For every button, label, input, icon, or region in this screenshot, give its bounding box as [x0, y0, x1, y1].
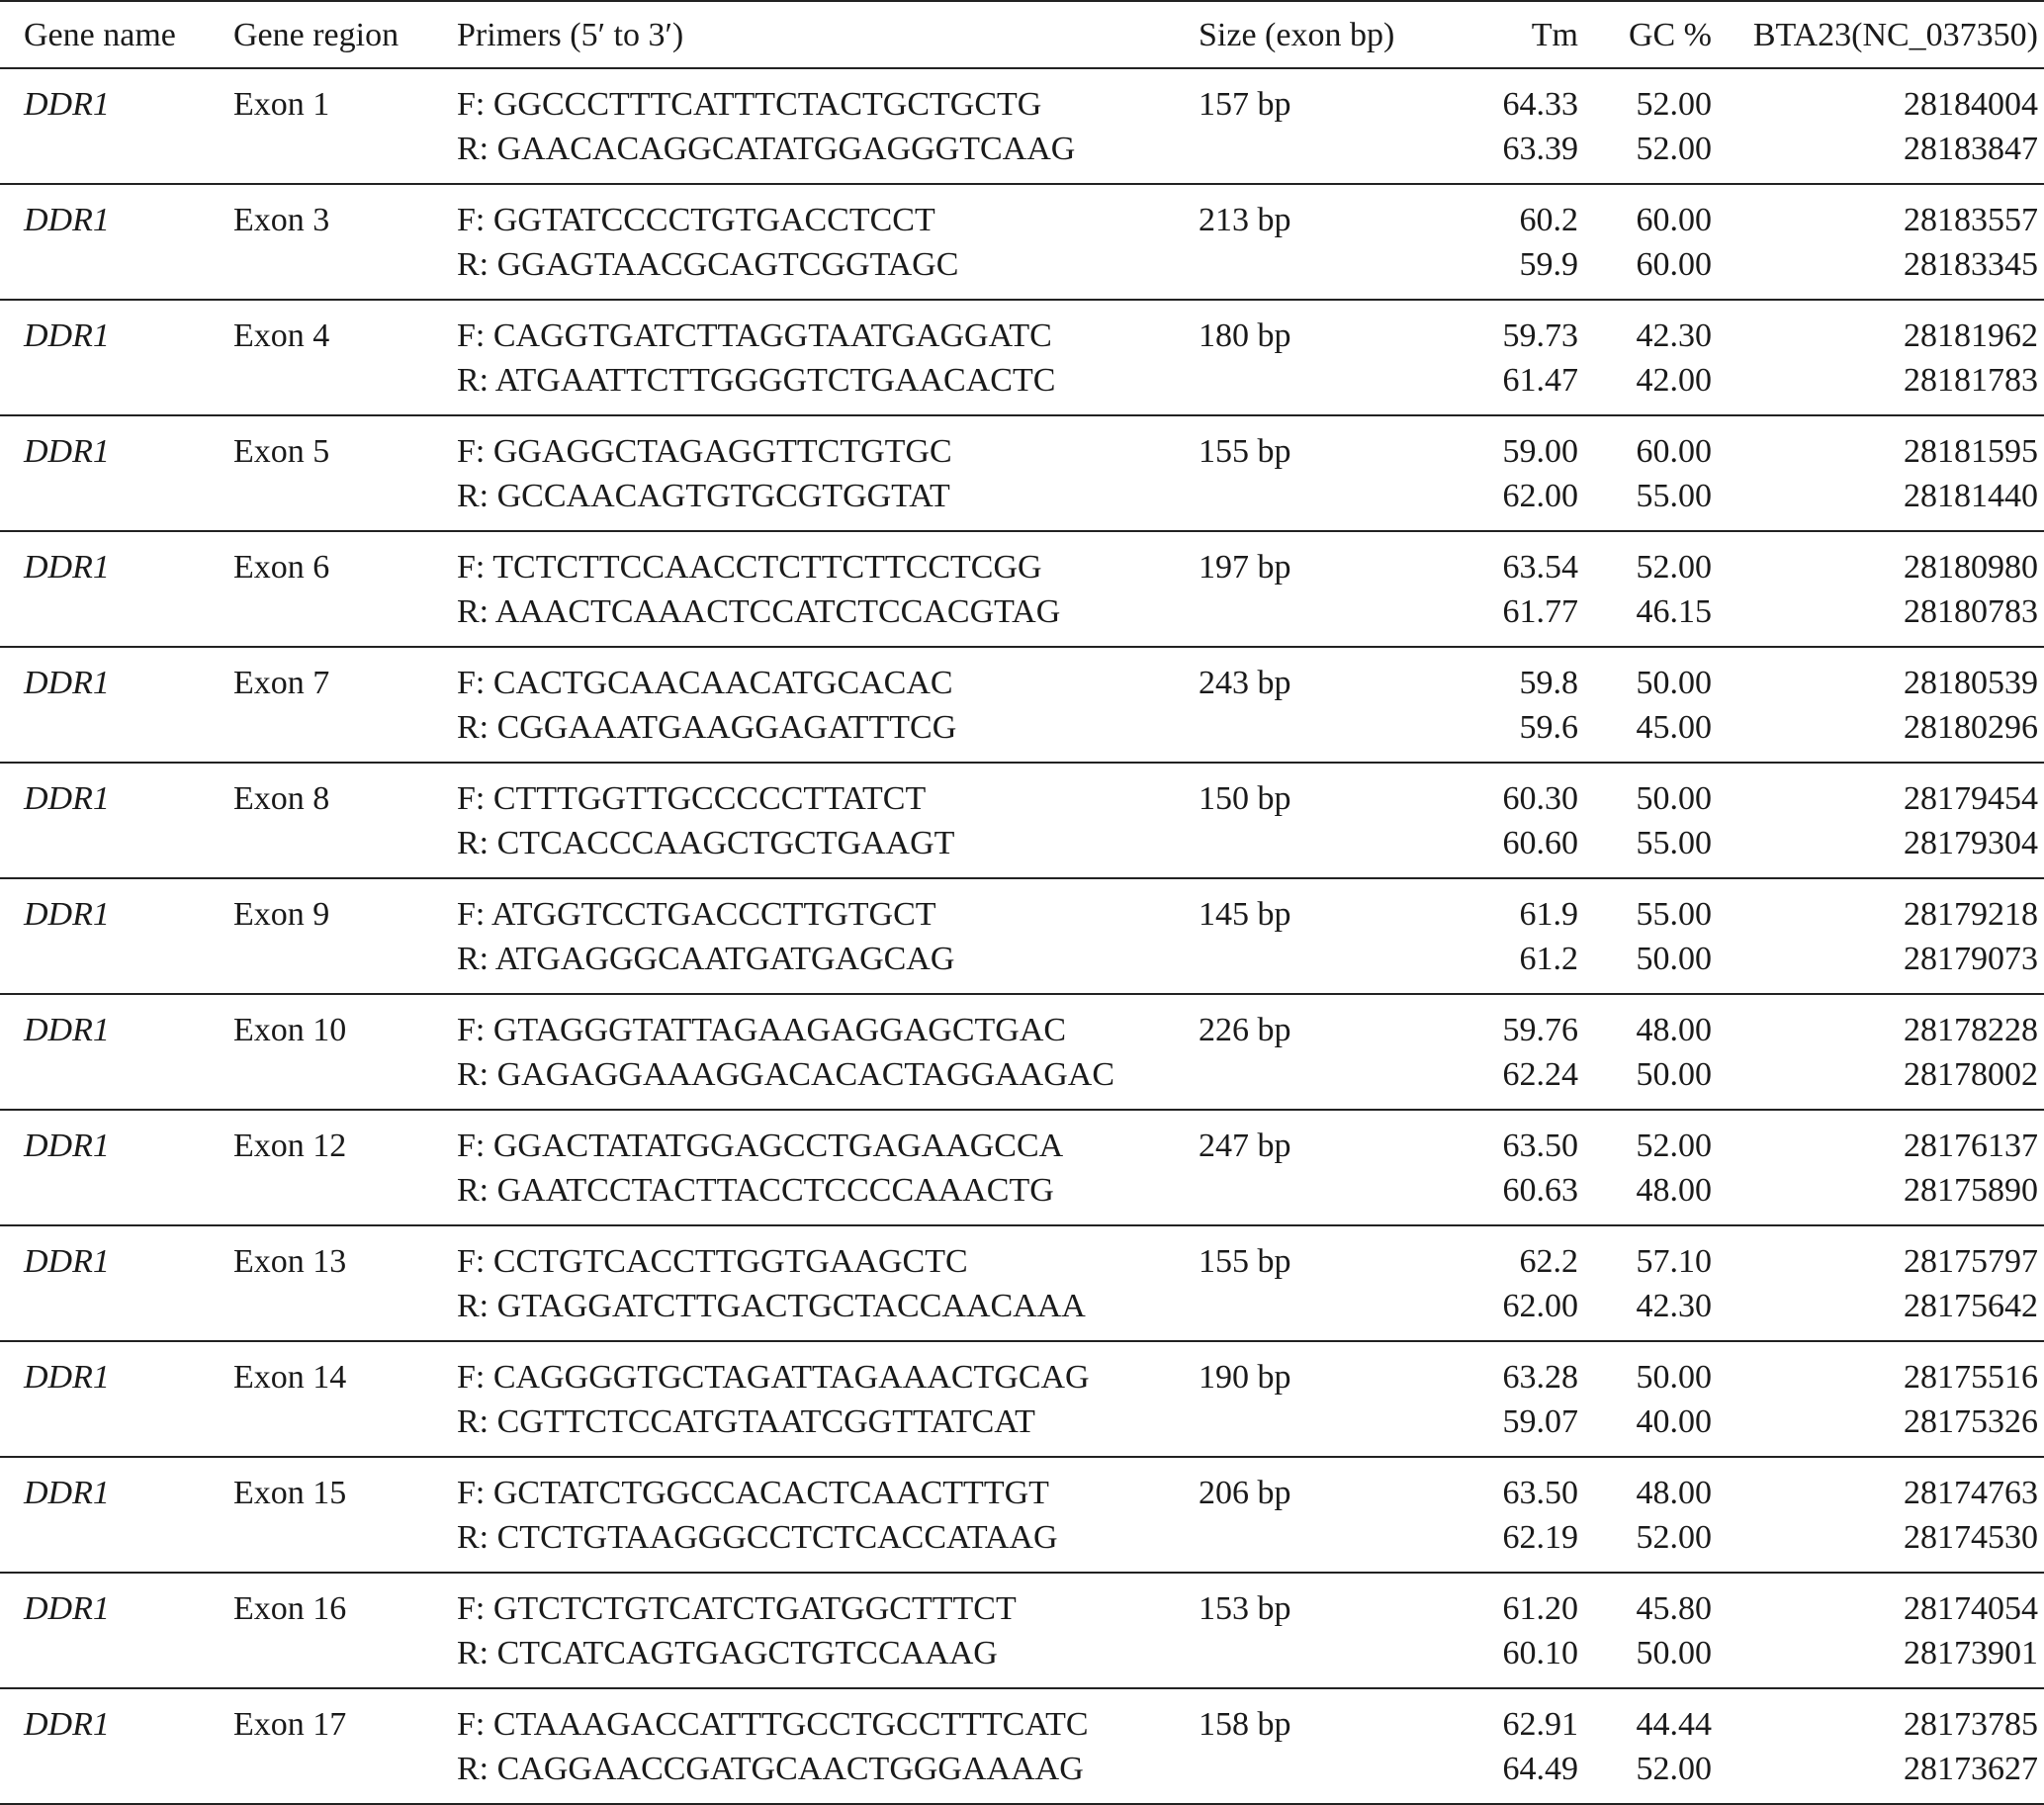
primers-cell — [457, 1341, 1199, 1457]
forward-primer: F: GGAGGCTAGAGGTTCTGTGC — [457, 433, 952, 470]
table-row — [0, 1110, 2044, 1225]
gc-reverse: 60.00 — [1636, 246, 1712, 283]
gene-region-cell — [233, 1341, 457, 1457]
gene-name-cell — [0, 415, 233, 531]
gc-reverse: 40.00 — [1636, 1403, 1712, 1440]
reverse-primer: R: GTAGGATCTTGACTGCTACCAACAAA — [457, 1288, 1086, 1324]
tm-reverse: 60.63 — [1502, 1172, 1578, 1209]
tm-cell — [1436, 647, 1578, 763]
tm-reverse: 59.6 — [1519, 709, 1578, 746]
gene-name: DDR1 — [24, 1012, 110, 1048]
amplicon-size: 190 bp — [1199, 1359, 1291, 1396]
gc-cell — [1578, 300, 1712, 415]
header-bta23: BTA23(NC_037350) — [1752, 16, 2038, 53]
primers-cell — [457, 647, 1199, 763]
amplicon-size: 247 bp — [1199, 1128, 1291, 1164]
tm-forward: 63.54 — [1502, 549, 1578, 586]
gene-name: DDR1 — [24, 665, 110, 701]
gene-region: Exon 12 — [233, 1128, 347, 1164]
gene-region-cell — [233, 68, 457, 184]
tm-cell — [1436, 1457, 1578, 1573]
table-row — [0, 994, 2044, 1110]
primers-cell — [457, 763, 1199, 878]
gene-region: Exon 9 — [233, 896, 330, 933]
tm-cell — [1436, 994, 1578, 1110]
gc-cell — [1578, 1573, 1712, 1688]
gc-cell — [1578, 1225, 1712, 1341]
bta23-cell — [1712, 531, 2044, 647]
table-row — [0, 184, 2044, 300]
gene-name: DDR1 — [24, 780, 110, 817]
table-row — [0, 878, 2044, 994]
position-reverse: 28183847 — [1904, 131, 2038, 167]
position-forward: 28183557 — [1904, 202, 2038, 238]
table-header — [0, 1, 2044, 68]
gene-name-cell — [0, 300, 233, 415]
tm-cell — [1436, 184, 1578, 300]
gene-region-cell — [233, 1457, 457, 1573]
tm-forward: 62.2 — [1519, 1243, 1578, 1280]
tm-cell — [1436, 1341, 1578, 1457]
position-reverse: 28181440 — [1904, 478, 2038, 514]
position-forward: 28178228 — [1904, 1012, 2038, 1048]
gc-cell — [1578, 878, 1712, 994]
primers-cell — [457, 531, 1199, 647]
amplicon-size: 155 bp — [1199, 433, 1291, 470]
gc-reverse: 42.00 — [1636, 362, 1712, 399]
tm-forward: 59.8 — [1519, 665, 1578, 701]
size-cell — [1199, 415, 1436, 531]
reverse-primer: R: GAACACAGGCATATGGAGGGTCAAG — [457, 131, 1076, 167]
reverse-primer: R: GGAGTAACGCAGTCGGTAGC — [457, 246, 959, 283]
forward-primer: F: ATGGTCCTGACCCTTGTGCT — [457, 896, 936, 933]
gc-cell — [1578, 763, 1712, 878]
forward-primer: F: GGACTATATGGAGCCTGAGAAGCCA — [457, 1128, 1064, 1164]
position-reverse: 28174530 — [1904, 1519, 2038, 1556]
gene-region-cell — [233, 1225, 457, 1341]
gc-cell — [1578, 1341, 1712, 1457]
tm-reverse: 64.49 — [1502, 1751, 1578, 1787]
position-reverse: 28175642 — [1904, 1288, 2038, 1324]
gc-cell — [1578, 994, 1712, 1110]
table-row — [0, 300, 2044, 415]
forward-primer: F: TCTCTTCCAACCTCTTCTTCCTCGG — [457, 549, 1042, 586]
gc-reverse: 52.00 — [1636, 1519, 1712, 1556]
gene-name: DDR1 — [24, 433, 110, 470]
header-size: Size (exon bp) — [1199, 16, 1395, 53]
tm-reverse: 61.2 — [1519, 941, 1578, 977]
bta23-cell — [1712, 1573, 2044, 1688]
amplicon-size: 243 bp — [1199, 665, 1291, 701]
size-cell — [1199, 184, 1436, 300]
tm-forward: 61.9 — [1519, 896, 1578, 933]
gc-cell — [1578, 647, 1712, 763]
position-reverse: 28173901 — [1904, 1635, 2038, 1671]
tm-forward: 59.73 — [1502, 317, 1578, 354]
primers-cell — [457, 1573, 1199, 1688]
tm-forward: 59.00 — [1502, 433, 1578, 470]
gene-region-cell — [233, 763, 457, 878]
gc-forward: 55.00 — [1636, 896, 1712, 933]
gene-name: DDR1 — [24, 1706, 110, 1743]
gc-forward: 60.00 — [1636, 202, 1712, 238]
gc-forward: 57.10 — [1636, 1243, 1712, 1280]
reverse-primer: R: AAACTCAAACTCCATCTCCACGTAG — [457, 593, 1061, 630]
gene-name: DDR1 — [24, 1243, 110, 1280]
size-cell — [1199, 68, 1436, 184]
tm-cell — [1436, 531, 1578, 647]
size-cell — [1199, 647, 1436, 763]
tm-reverse: 60.10 — [1502, 1635, 1578, 1671]
tm-forward: 63.28 — [1502, 1359, 1578, 1396]
gene-name-cell — [0, 531, 233, 647]
position-forward: 28176137 — [1904, 1128, 2038, 1164]
size-cell — [1199, 878, 1436, 994]
forward-primer: F: GTAGGGTATTAGAAGAGGAGCTGAC — [457, 1012, 1067, 1048]
tm-reverse: 63.39 — [1502, 131, 1578, 167]
tm-forward: 63.50 — [1502, 1475, 1578, 1511]
position-forward: 28180980 — [1904, 549, 2038, 586]
header-row — [0, 1, 2044, 68]
size-cell — [1199, 531, 1436, 647]
table-body — [0, 68, 2044, 1804]
gene-region: Exon 1 — [233, 86, 330, 123]
gene-region-cell — [233, 184, 457, 300]
header-gene-region: Gene region — [233, 16, 400, 53]
position-reverse: 28179304 — [1904, 825, 2038, 861]
tm-reverse: 61.77 — [1502, 593, 1578, 630]
gene-name-cell — [0, 994, 233, 1110]
gc-cell — [1578, 1110, 1712, 1225]
reverse-primer: R: ATGAGGGCAATGATGAGCAG — [457, 941, 955, 977]
primers-cell — [457, 68, 1199, 184]
gene-name-cell — [0, 763, 233, 878]
gc-forward: 60.00 — [1636, 433, 1712, 470]
gene-name: DDR1 — [24, 896, 110, 933]
position-forward: 28173785 — [1904, 1706, 2038, 1743]
gene-region-cell — [233, 300, 457, 415]
bta23-cell — [1712, 994, 2044, 1110]
gc-reverse: 42.30 — [1636, 1288, 1712, 1324]
gene-region: Exon 4 — [233, 317, 330, 354]
primers-cell — [457, 184, 1199, 300]
gc-reverse: 50.00 — [1636, 1635, 1712, 1671]
header-gc: GC % — [1628, 16, 1712, 53]
table-row — [0, 1457, 2044, 1573]
size-cell — [1199, 300, 1436, 415]
reverse-primer: R: GAATCCTACTTACCTCCCCAAACTG — [457, 1172, 1054, 1209]
reverse-primer: R: CAGGAACCGATGCAACTGGGAAAAG — [457, 1751, 1084, 1787]
reverse-primer: R: CTCACCCAAGCTGCTGAAGT — [457, 825, 955, 861]
gene-region-cell — [233, 531, 457, 647]
bta23-cell — [1712, 300, 2044, 415]
gc-cell — [1578, 1688, 1712, 1804]
amplicon-size: 155 bp — [1199, 1243, 1291, 1280]
size-cell — [1199, 1573, 1436, 1688]
position-reverse: 28173627 — [1904, 1751, 2038, 1787]
tm-cell — [1436, 1688, 1578, 1804]
gene-region: Exon 3 — [233, 202, 330, 238]
gc-forward: 48.00 — [1636, 1475, 1712, 1511]
gene-name-cell — [0, 68, 233, 184]
gc-reverse: 52.00 — [1636, 131, 1712, 167]
gene-name-cell — [0, 184, 233, 300]
bta23-cell — [1712, 1341, 2044, 1457]
bta23-cell — [1712, 1225, 2044, 1341]
amplicon-size: 213 bp — [1199, 202, 1291, 238]
position-reverse: 28183345 — [1904, 246, 2038, 283]
size-cell — [1199, 1457, 1436, 1573]
tm-cell — [1436, 415, 1578, 531]
position-reverse: 28181783 — [1904, 362, 2038, 399]
gc-reverse: 52.00 — [1636, 1751, 1712, 1787]
primers-cell — [457, 1110, 1199, 1225]
gene-name-cell — [0, 878, 233, 994]
header-primers: Primers (5′ to 3′) — [457, 16, 684, 53]
amplicon-size: 226 bp — [1199, 1012, 1291, 1048]
reverse-primer: R: GAGAGGAAAGGACACACTAGGAAGAC — [457, 1056, 1115, 1093]
gene-region-cell — [233, 647, 457, 763]
tm-forward: 62.91 — [1502, 1706, 1578, 1743]
tm-forward: 64.33 — [1502, 86, 1578, 123]
forward-primer: F: CACTGCAACAACATGCACAC — [457, 665, 953, 701]
position-forward: 28184004 — [1904, 86, 2038, 123]
forward-primer: F: GTCTCTGTCATCTGATGGCTTTCT — [457, 1590, 1017, 1627]
amplicon-size: 158 bp — [1199, 1706, 1291, 1743]
bta23-cell — [1712, 1110, 2044, 1225]
position-forward: 28181595 — [1904, 433, 2038, 470]
table-row — [0, 68, 2044, 184]
amplicon-size: 145 bp — [1199, 896, 1291, 933]
gene-region: Exon 7 — [233, 665, 330, 701]
gc-cell — [1578, 531, 1712, 647]
position-reverse: 28179073 — [1904, 941, 2038, 977]
tm-cell — [1436, 300, 1578, 415]
amplicon-size: 157 bp — [1199, 86, 1291, 123]
tm-forward: 60.2 — [1519, 202, 1578, 238]
gene-name: DDR1 — [24, 202, 110, 238]
tm-reverse: 61.47 — [1502, 362, 1578, 399]
reverse-primer: R: CGGAAATGAAGGAGATTTCG — [457, 709, 957, 746]
tm-forward: 59.76 — [1502, 1012, 1578, 1048]
forward-primer: F: CAGGTGATCTTAGGTAATGAGGATC — [457, 317, 1052, 354]
tm-cell — [1436, 68, 1578, 184]
gene-region: Exon 6 — [233, 549, 330, 586]
tm-cell — [1436, 878, 1578, 994]
amplicon-size: 197 bp — [1199, 549, 1291, 586]
gc-reverse: 46.15 — [1636, 593, 1712, 630]
bta23-cell — [1712, 1688, 2044, 1804]
tm-reverse: 62.24 — [1502, 1056, 1578, 1093]
gene-name-cell — [0, 1341, 233, 1457]
tm-reverse: 62.19 — [1502, 1519, 1578, 1556]
gc-forward: 50.00 — [1636, 780, 1712, 817]
bta23-cell — [1712, 647, 2044, 763]
gc-forward: 50.00 — [1636, 1359, 1712, 1396]
gene-name: DDR1 — [24, 1475, 110, 1511]
gene-region-cell — [233, 1688, 457, 1804]
primers-cell — [457, 994, 1199, 1110]
gene-name-cell — [0, 1225, 233, 1341]
forward-primer: F: CAGGGGTGCTAGATTAGAAACTGCAG — [457, 1359, 1090, 1396]
size-cell — [1199, 1688, 1436, 1804]
primers-cell — [457, 878, 1199, 994]
position-reverse: 28180783 — [1904, 593, 2038, 630]
table-row — [0, 531, 2044, 647]
gene-region: Exon 15 — [233, 1475, 347, 1511]
gene-name-cell — [0, 647, 233, 763]
gc-reverse: 45.00 — [1636, 709, 1712, 746]
gene-region: Exon 17 — [233, 1706, 347, 1743]
gene-region-cell — [233, 994, 457, 1110]
table-row — [0, 647, 2044, 763]
gene-name: DDR1 — [24, 317, 110, 354]
primers-cell — [457, 300, 1199, 415]
position-forward: 28174763 — [1904, 1475, 2038, 1511]
tm-cell — [1436, 1225, 1578, 1341]
gene-name-cell — [0, 1457, 233, 1573]
tm-forward: 63.50 — [1502, 1128, 1578, 1164]
gene-name: DDR1 — [24, 1128, 110, 1164]
forward-primer: F: CTTTGGTTGCCCCCTTATCT — [457, 780, 927, 817]
gc-reverse: 50.00 — [1636, 1056, 1712, 1093]
bta23-cell — [1712, 763, 2044, 878]
primers-cell — [457, 1225, 1199, 1341]
primers-cell — [457, 415, 1199, 531]
tm-cell — [1436, 1573, 1578, 1688]
gene-region: Exon 10 — [233, 1012, 347, 1048]
gene-name-cell — [0, 1688, 233, 1804]
bta23-cell — [1712, 878, 2044, 994]
tm-reverse: 60.60 — [1502, 825, 1578, 861]
position-forward: 28179454 — [1904, 780, 2038, 817]
amplicon-size: 206 bp — [1199, 1475, 1291, 1511]
bta23-cell — [1712, 68, 2044, 184]
gene-name: DDR1 — [24, 1359, 110, 1396]
gene-region: Exon 8 — [233, 780, 330, 817]
size-cell — [1199, 994, 1436, 1110]
position-forward: 28181962 — [1904, 317, 2038, 354]
table-row — [0, 1688, 2044, 1804]
size-cell — [1199, 1110, 1436, 1225]
gene-name-cell — [0, 1110, 233, 1225]
tm-forward: 60.30 — [1502, 780, 1578, 817]
position-reverse: 28175890 — [1904, 1172, 2038, 1209]
table-row — [0, 1341, 2044, 1457]
tm-forward: 61.20 — [1502, 1590, 1578, 1627]
gc-forward: 42.30 — [1636, 317, 1712, 354]
forward-primer: F: GGCCCTTTCATTTCTACTGCTGCTG — [457, 86, 1042, 123]
gene-region-cell — [233, 878, 457, 994]
gc-cell — [1578, 184, 1712, 300]
header-tm: Tm — [1531, 16, 1578, 53]
gene-region-cell — [233, 415, 457, 531]
position-forward: 28180539 — [1904, 665, 2038, 701]
gc-reverse: 55.00 — [1636, 825, 1712, 861]
size-cell — [1199, 1341, 1436, 1457]
bta23-cell — [1712, 415, 2044, 531]
forward-primer: F: GGTATCCCCTGTGACCTCCT — [457, 202, 935, 238]
position-forward: 28179218 — [1904, 896, 2038, 933]
gene-region-cell — [233, 1110, 457, 1225]
gc-reverse: 48.00 — [1636, 1172, 1712, 1209]
bta23-cell — [1712, 184, 2044, 300]
gene-name: DDR1 — [24, 86, 110, 123]
gc-forward: 52.00 — [1636, 86, 1712, 123]
gc-reverse: 55.00 — [1636, 478, 1712, 514]
gene-region: Exon 16 — [233, 1590, 347, 1627]
position-reverse: 28178002 — [1904, 1056, 2038, 1093]
forward-primer: F: GCTATCTGGCCACACTCAACTTTGT — [457, 1475, 1049, 1511]
position-reverse: 28175326 — [1904, 1403, 2038, 1440]
gene-name: DDR1 — [24, 549, 110, 586]
tm-reverse: 62.00 — [1502, 1288, 1578, 1324]
primers-cell — [457, 1688, 1199, 1804]
tm-reverse: 59.07 — [1502, 1403, 1578, 1440]
table-row — [0, 415, 2044, 531]
position-reverse: 28180296 — [1904, 709, 2038, 746]
header-gene-name: Gene name — [24, 16, 176, 53]
tm-cell — [1436, 1110, 1578, 1225]
gene-name-cell — [0, 1573, 233, 1688]
gc-forward: 52.00 — [1636, 549, 1712, 586]
gc-forward: 50.00 — [1636, 665, 1712, 701]
amplicon-size: 180 bp — [1199, 317, 1291, 354]
gene-region-cell — [233, 1573, 457, 1688]
tm-cell — [1436, 763, 1578, 878]
primers-cell — [457, 1457, 1199, 1573]
gene-region: Exon 13 — [233, 1243, 347, 1280]
position-forward: 28174054 — [1904, 1590, 2038, 1627]
reverse-primer: R: CTCATCAGTGAGCTGTCCAAAG — [457, 1635, 998, 1671]
gc-forward: 52.00 — [1636, 1128, 1712, 1164]
amplicon-size: 150 bp — [1199, 780, 1291, 817]
size-cell — [1199, 763, 1436, 878]
gc-cell — [1578, 1457, 1712, 1573]
gc-reverse: 50.00 — [1636, 941, 1712, 977]
gc-forward: 48.00 — [1636, 1012, 1712, 1048]
gene-region: Exon 5 — [233, 433, 330, 470]
tm-reverse: 59.9 — [1519, 246, 1578, 283]
gc-cell — [1578, 415, 1712, 531]
gene-name: DDR1 — [24, 1590, 110, 1627]
reverse-primer: R: CTCTGTAAGGGCCTCTCACCATAAG — [457, 1519, 1058, 1556]
bta23-cell — [1712, 1457, 2044, 1573]
reverse-primer: R: CGTTCTCCATGTAATCGGTTATCAT — [457, 1403, 1035, 1440]
gene-region: Exon 14 — [233, 1359, 347, 1396]
gc-forward: 44.44 — [1636, 1706, 1712, 1743]
amplicon-size: 153 bp — [1199, 1590, 1291, 1627]
table-row — [0, 1225, 2044, 1341]
position-forward: 28175797 — [1904, 1243, 2038, 1280]
reverse-primer: R: GCCAACAGTGTGCGTGGTAT — [457, 478, 950, 514]
size-cell — [1199, 1225, 1436, 1341]
forward-primer: F: CCTGTCACCTTGGTGAAGCTC — [457, 1243, 968, 1280]
forward-primer: F: CTAAAGACCATTTGCCTGCCTTTCATC — [457, 1706, 1089, 1743]
reverse-primer: R: ATGAATTCTTGGGGTCTGAACACTC — [457, 362, 1056, 399]
tm-reverse: 62.00 — [1502, 478, 1578, 514]
position-forward: 28175516 — [1904, 1359, 2038, 1396]
gc-forward: 45.80 — [1636, 1590, 1712, 1627]
table-row — [0, 763, 2044, 878]
gc-cell — [1578, 68, 1712, 184]
table-row — [0, 1573, 2044, 1688]
